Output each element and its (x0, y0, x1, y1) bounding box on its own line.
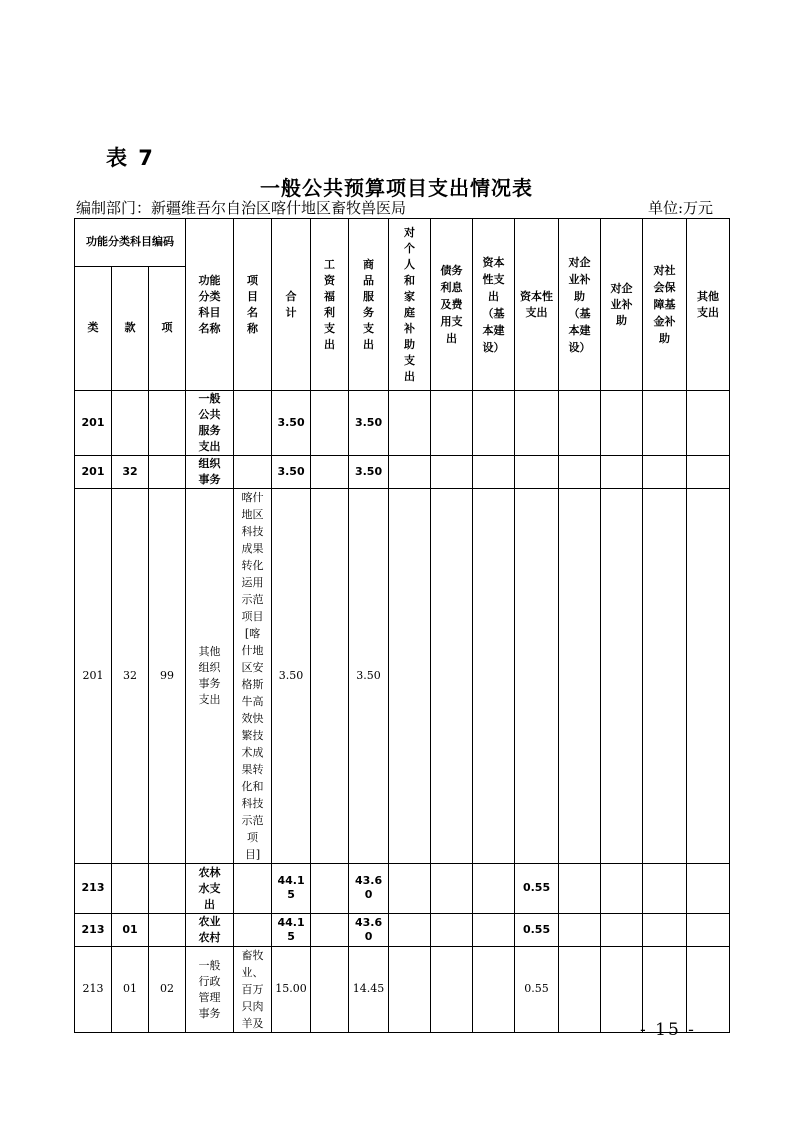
cell-kuan (112, 864, 149, 914)
table-number: 表 7 (106, 146, 155, 170)
cell-capital: 0.55 (515, 947, 559, 1033)
cell-project (234, 864, 272, 914)
cell-capital (515, 456, 559, 489)
cell-capital (515, 391, 559, 456)
header-enterprise-construct: 对企业补助（基本建设） (559, 219, 601, 391)
cell-wages (311, 864, 349, 914)
cell-goods: 3.50 (349, 391, 389, 456)
table-row (75, 456, 730, 489)
header-social: 对社会保障基金补助 (643, 219, 687, 391)
table-row (75, 489, 730, 864)
header-proj-name: 项目名称 (234, 219, 272, 391)
cell-total: 44.15 (272, 914, 311, 947)
cell-lei: 201 (75, 489, 112, 864)
cell-wages (311, 947, 349, 1033)
cell-func-name: 一般行政管理事务 (186, 947, 234, 1033)
cell-xiang (149, 456, 186, 489)
cell-goods: 43.60 (349, 914, 389, 947)
cell-wages (311, 489, 349, 864)
cell-total: 3.50 (272, 391, 311, 456)
cell-wages (311, 456, 349, 489)
cell-func-name: 其他组织事务支出 (186, 489, 234, 864)
header-goods: 商品服务支出 (349, 219, 389, 391)
cell-project (234, 914, 272, 947)
header-enterprise: 对企业补助 (601, 219, 643, 391)
cell-func-name: 农业农村 (186, 914, 234, 947)
cell-capital: 0.55 (515, 864, 559, 914)
cell-goods: 3.50 (349, 456, 389, 489)
table-row (75, 391, 730, 456)
department-label: 编制部门：新疆维吾尔自治区喀什地区畜牧兽医局 (76, 199, 407, 217)
cell-total: 3.50 (272, 456, 311, 489)
header-code-group: 功能分类科目编码 (75, 219, 186, 267)
unit-label: 单位:万元 (648, 199, 714, 217)
expenditure-table (74, 218, 730, 1033)
header-debt: 债务利息及费用支出 (431, 219, 473, 391)
header-kuan: 款 (112, 267, 149, 391)
cell-kuan: 01 (112, 947, 149, 1033)
cell-lei: 213 (75, 914, 112, 947)
cell-goods: 14.45 (349, 947, 389, 1033)
cell-xiang: 02 (149, 947, 186, 1033)
header-total: 合计 (272, 219, 311, 391)
header-other: 其他支出 (687, 219, 730, 391)
cell-func-name: 一般公共服务支出 (186, 391, 234, 456)
cell-func-name: 组织事务 (186, 456, 234, 489)
header-wages: 工资福利支出 (311, 219, 349, 391)
cell-xiang (149, 864, 186, 914)
page-title: 一般公共预算项目支出情况表 (260, 176, 533, 200)
cell-wages (311, 914, 349, 947)
cell-lei: 213 (75, 864, 112, 914)
header-func-name: 功能分类科目名称 (186, 219, 234, 391)
cell-kuan (112, 391, 149, 456)
cell-project (234, 391, 272, 456)
cell-total: 3.50 (272, 489, 311, 864)
cell-kuan: 01 (112, 914, 149, 947)
cell-lei: 201 (75, 456, 112, 489)
table-row (75, 914, 730, 947)
cell-project: 畜牧业、百万只肉羊及 (234, 947, 272, 1033)
cell-goods: 43.60 (349, 864, 389, 914)
table-row (75, 864, 730, 914)
cell-goods: 3.50 (349, 489, 389, 864)
cell-func-name: 农林水支出 (186, 864, 234, 914)
cell-capital: 0.55 (515, 914, 559, 947)
cell-xiang (149, 914, 186, 947)
header-xiang: 项 (149, 267, 186, 391)
cell-project (234, 456, 272, 489)
cell-project: 喀什地区科技成果转化运用示范项目[喀什地区安格斯牛高效快繁技术成果转化和科技示范项目] (234, 489, 272, 864)
page-number: - 15 - (640, 1020, 696, 1040)
cell-xiang: 99 (149, 489, 186, 864)
cell-lei: 213 (75, 947, 112, 1033)
cell-capital (515, 489, 559, 864)
header-lei: 类 (75, 267, 112, 391)
cell-kuan: 32 (112, 489, 149, 864)
header-capital: 资本性支出 (515, 219, 559, 391)
cell-xiang (149, 391, 186, 456)
table-row (75, 947, 730, 1033)
cell-total: 15.00 (272, 947, 311, 1033)
cell-kuan: 32 (112, 456, 149, 489)
cell-total: 44.15 (272, 864, 311, 914)
header-personal: 对个人和家庭补助支出 (389, 219, 431, 391)
cell-wages (311, 391, 349, 456)
header-capital-construct: 资本性支出（基本建设） (473, 219, 515, 391)
cell-lei: 201 (75, 391, 112, 456)
